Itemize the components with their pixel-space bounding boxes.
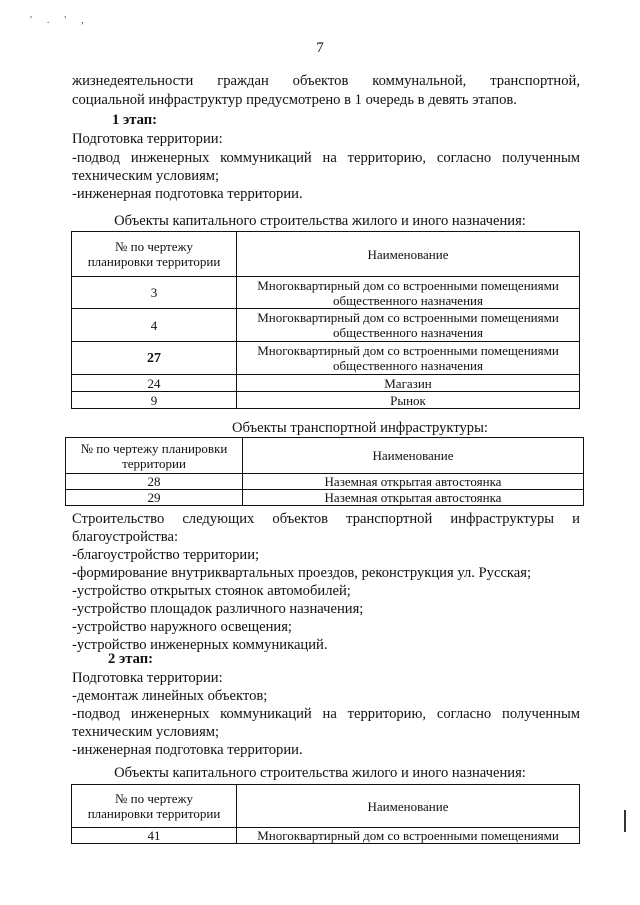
table-cell-name: Многоквартирный дом со встроенными помещениями общественного назначения bbox=[237, 277, 580, 309]
table-cell-number: 41 bbox=[72, 828, 237, 844]
stage-2-table-caption: Объекты капитального строительства жилого и иного назначения: bbox=[114, 765, 526, 781]
table-cell-name: Многоквартирный дом со встроенными помещениями общественного назначения bbox=[237, 342, 580, 375]
intro-line-2: социальной инфраструктур предусмотрено в 1 очередь в девять этапов. bbox=[72, 92, 517, 108]
stage-1-buildings-table bbox=[71, 231, 580, 409]
table-cell-number: 27 bbox=[72, 342, 237, 375]
stage-2-buildings-table bbox=[71, 784, 580, 844]
table-cell-name: Рынок bbox=[237, 392, 580, 409]
table-header-name: Наименование bbox=[237, 232, 580, 277]
construction-line: -устройство открытых стоянок автомобилей; bbox=[72, 583, 351, 599]
stage-2-line: -демонтаж линейных объектов; bbox=[72, 688, 268, 704]
stage-2-line: -подвод инженерных коммуникаций на территорию, согласно полученным bbox=[72, 706, 580, 722]
stage-2-line: -инженерная подготовка территории. bbox=[72, 742, 303, 758]
construction-line: -устройство инженерных коммуникаций. bbox=[72, 637, 328, 653]
construction-line: -устройство наружного освещения; bbox=[72, 619, 292, 635]
transport-table-caption: Объекты транспортной инфраструктуры: bbox=[232, 420, 488, 436]
stage-1-table-caption: Объекты капитального строительства жилого и иного назначения: bbox=[114, 213, 526, 229]
stage-1-line: -подвод инженерных коммуникаций на территорию, согласно полученным bbox=[72, 150, 580, 166]
table-cell-number: 9 bbox=[72, 392, 237, 409]
stage-1-line: Подготовка территории: bbox=[72, 131, 223, 147]
table-cell-name: Наземная открытая автостоянка bbox=[243, 474, 584, 490]
table-cell-number: 29 bbox=[66, 490, 243, 506]
table-cell-name: Многоквартирный дом со встроенными помещениями общественного назначения bbox=[237, 309, 580, 342]
table-cell-number: 24 bbox=[72, 375, 237, 392]
stage-2-line: Подготовка территории: bbox=[72, 670, 223, 686]
page-number: 7 bbox=[316, 40, 324, 56]
table-header-number: № по чертежу планировки территории bbox=[72, 785, 237, 828]
construction-line: Строительство следующих объектов транспортной инфраструктуры и bbox=[72, 511, 580, 527]
scan-corner-marks: ' . ' , bbox=[30, 14, 90, 26]
table-cell-number: 28 bbox=[66, 474, 243, 490]
table-cell-name: Наземная открытая автостоянка bbox=[243, 490, 584, 506]
table-cell-number: 3 bbox=[72, 277, 237, 309]
table-header-name: Наименование bbox=[237, 785, 580, 828]
table-cell-name: Магазин bbox=[237, 375, 580, 392]
stage-1-line: -инженерная подготовка территории. bbox=[72, 186, 303, 202]
table-cell-number: 4 bbox=[72, 309, 237, 342]
stage-2-line: техническим условиям; bbox=[72, 724, 220, 740]
table-header-name: Наименование bbox=[243, 438, 584, 474]
construction-line: благоустройства: bbox=[72, 529, 179, 545]
table-cell-name: Многоквартирный дом со встроенными помещениями bbox=[237, 828, 580, 844]
scan-edge-mark bbox=[624, 810, 626, 832]
construction-line: -устройство площадок различного назначения; bbox=[72, 601, 364, 617]
table-header-number: № по чертежу планировки территории bbox=[72, 232, 237, 277]
construction-line: -благоустройство территории; bbox=[72, 547, 260, 563]
intro-line-1: жизнедеятельности граждан объектов коммунальной, транспортной, bbox=[72, 73, 580, 89]
table-header-number: № по чертежу планировки территории bbox=[66, 438, 243, 474]
stage-1-title: 1 этап: bbox=[112, 112, 157, 128]
construction-line: -формирование внутриквартальных проездов, реконструкция ул. Русская; bbox=[72, 565, 532, 581]
stage-1-line: техническим условиям; bbox=[72, 168, 220, 184]
stage-2-title: 2 этап: bbox=[108, 651, 153, 667]
transport-table bbox=[65, 437, 584, 506]
